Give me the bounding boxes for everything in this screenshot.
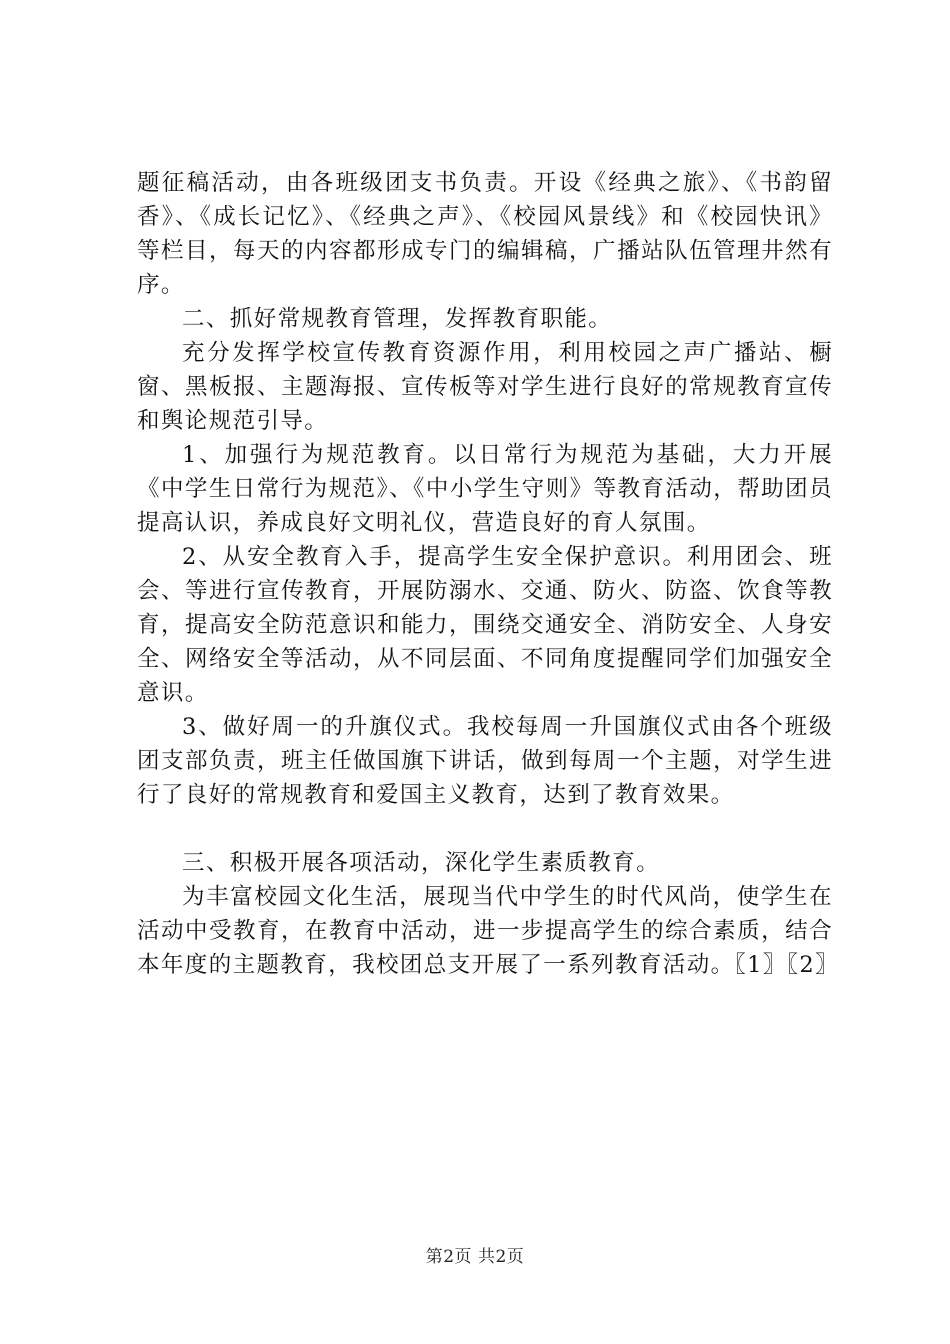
paragraph-item-1: 1、加强行为规范教育。以日常行为规范为基础，大力开展《中学生日常行为规范》、《中小学生守则》等教育活动，帮助团员提高认识，养成良好文明礼仪，营造良好的育人氛围。 [137,442,833,536]
paragraph-publicity: 充分发挥学校宣传教育资源作用，利用校园之声广播站、橱窗、黑板报、主题海报、宣传板等对学生进行良好的常规教育宣传和舆论规范引导。 [137,340,833,434]
page-footer: 第2页 共2页 [425,1247,525,1267]
paragraph-spacer [137,812,833,846]
paragraph-item-3: 3、做好周一的升旗仪式。我校每周一升国旗仪式由各个班级团支部负责，班主任做国旗下讲话，做到每周一个主题，对学生进行了良好的常规教育和爱国主义教育，达到了教育效果。 [137,714,833,808]
paragraph-continuation: 题征稿活动，由各班级团支书负责。开设《经典之旅》、《书韵留香》、《成长记忆》、《经典之声》、《校园风景线》和《校园快讯》等栏目，每天的内容都形成专门的编辑稿，广播站队伍管理井然有序。 [137,170,833,298]
section-heading-2: 二、抓好常规教育管理，发挥教育职能。 [182,306,613,332]
paragraph-item-2: 2、从安全教育入手，提高学生安全保护意识。利用团会、班会、等进行宣传教育，开展防溺水、交通、防火、防盗、饮食等教育，提高安全防范意识和能力，围绕交通安全、消防安全、人身安全、网络安全等活动，从不同层面、不同角度提醒同学们加强安全意识。 [137,544,833,706]
section-heading-3: 三、积极开展各项活动，深化学生素质教育。 [182,850,661,876]
paragraph-activities: 为丰富校园文化生活，展现当代中学生的时代风尚，使学生在活动中受教育，在教育中活动，进一步提高学生的综合素质，结合本年度的主题教育，我校团总支开展了一系列教育活动。〖1〗〖2〗 [137,884,840,978]
document-body [137,166,840,982]
